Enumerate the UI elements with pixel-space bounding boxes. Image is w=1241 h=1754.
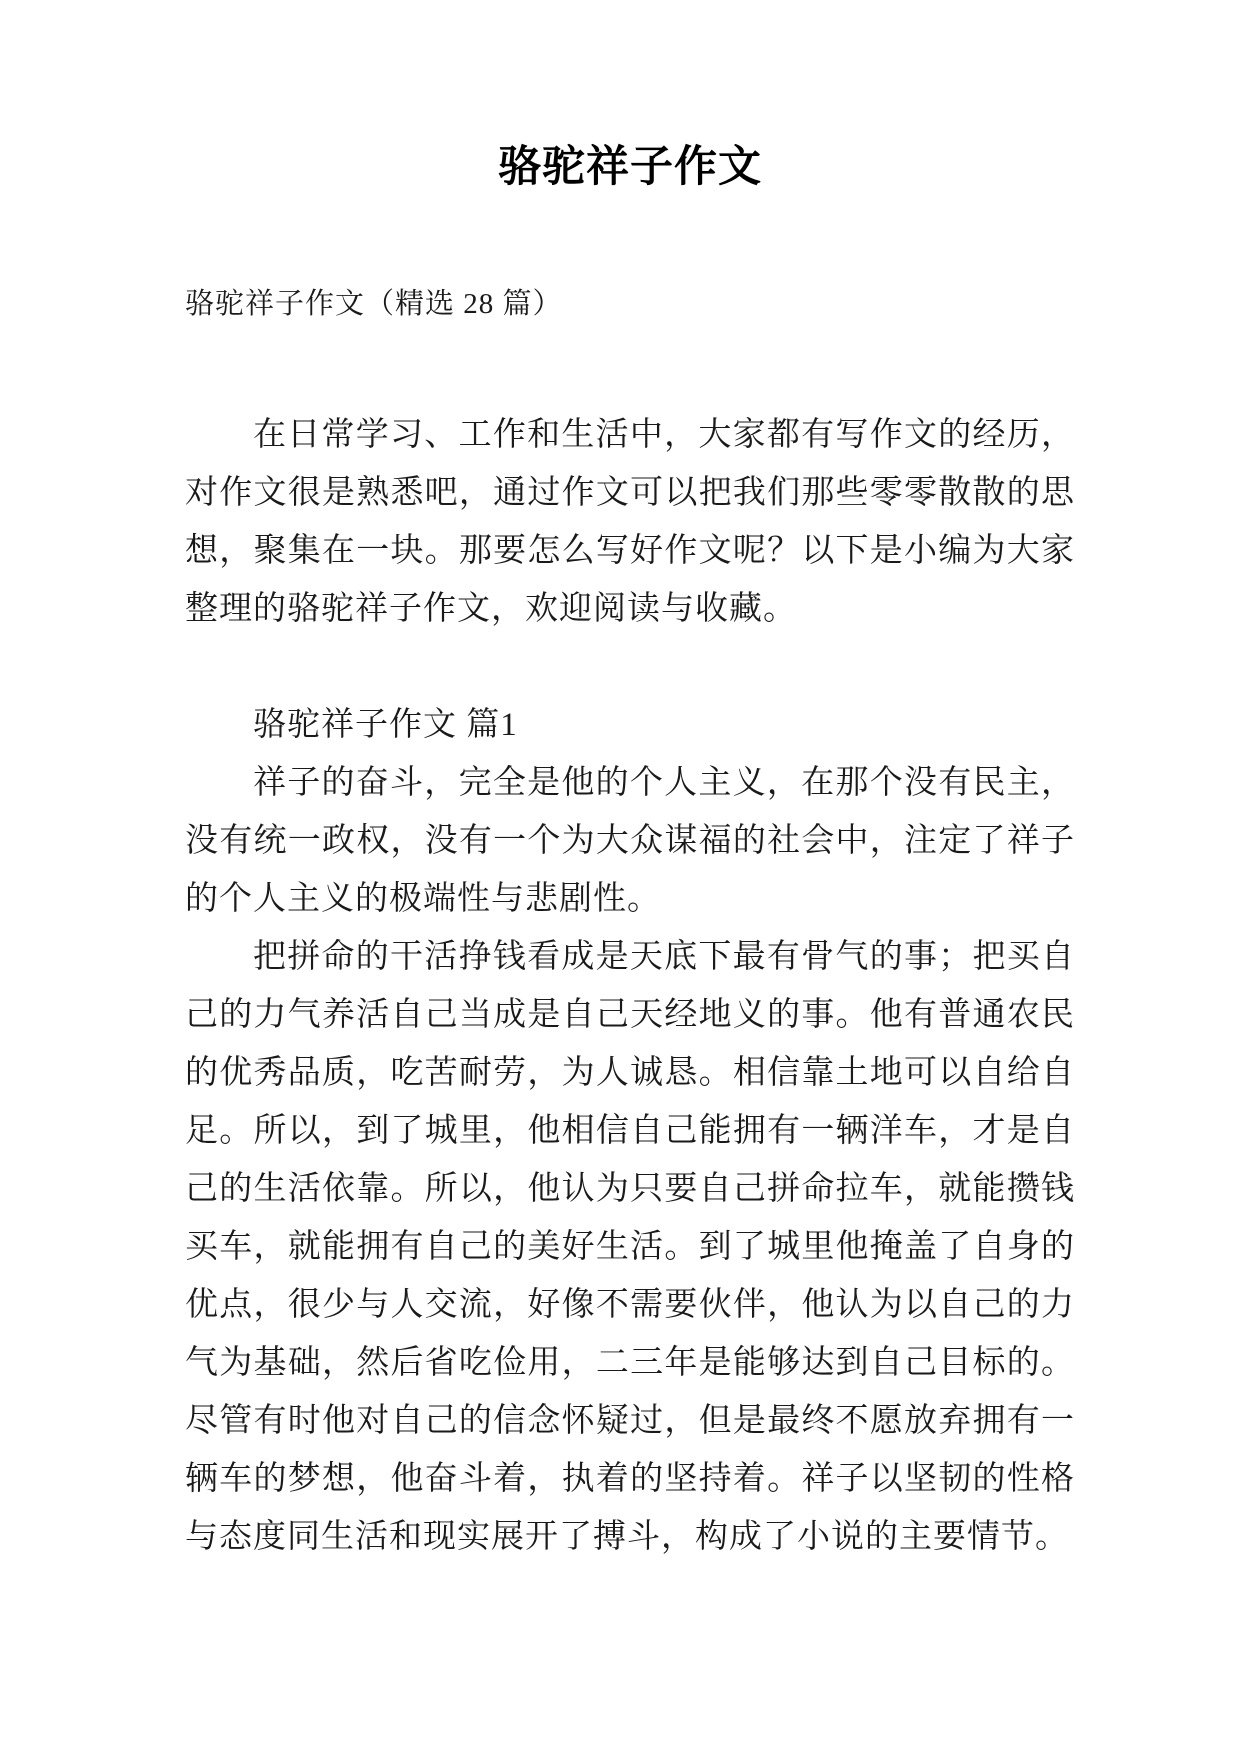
intro-paragraph: 在日常学习、工作和生活中，大家都有写作文的经历，对作文很是熟悉吧，通过作文可以把我们那些零零散散的思想，聚集在一块。那要怎么写好作文呢？以下是小编为大家整理的骆驼祥子作文，欢迎阅读与收藏。 bbox=[185, 417, 1075, 627]
document-subtitle: 骆驼祥子作文（精选 28 篇） bbox=[185, 288, 563, 320]
essay-paragraph: 把拼命的干活挣钱看成是天底下最有骨气的事；把买自己的力气养活自己当成是自己天经地义的事。他有普通农民的优秀品质，吃苦耐劳，为人诚恳。相信靠土地可以自给自足。所以，到了城里，他相信自己能拥有一辆洋车，才是自己的生活依靠。所以，他认为只要自己拼命拉车，就能攒钱买车，就能拥有自己的美好生活。到了城里他掩盖了自身的优点，很少与人交流，好像不需要伙伴，他认为以自己的力气为基础，然后省吃俭用，二三年是能够达到自己目标的。尽管有时他对自己的信念怀疑过，但是最终不愿放弃拥有一辆车的梦想，他奋斗着，执着的坚持着。祥子以坚韧的性格与态度同生活和现实展开了搏斗，构成了小说的主要情节。 bbox=[185, 939, 1075, 1555]
essay-paragraph: 祥子的奋斗，完全是他的个人主义，在那个没有民主，没有统一政权，没有一个为大众谋福的社会中，注定了祥子的个人主义的极端性与悲剧性。 bbox=[185, 765, 1075, 917]
section-heading: 骆驼祥子作文 篇1 bbox=[253, 707, 518, 743]
document-title: 骆驼祥子作文 bbox=[498, 144, 762, 191]
